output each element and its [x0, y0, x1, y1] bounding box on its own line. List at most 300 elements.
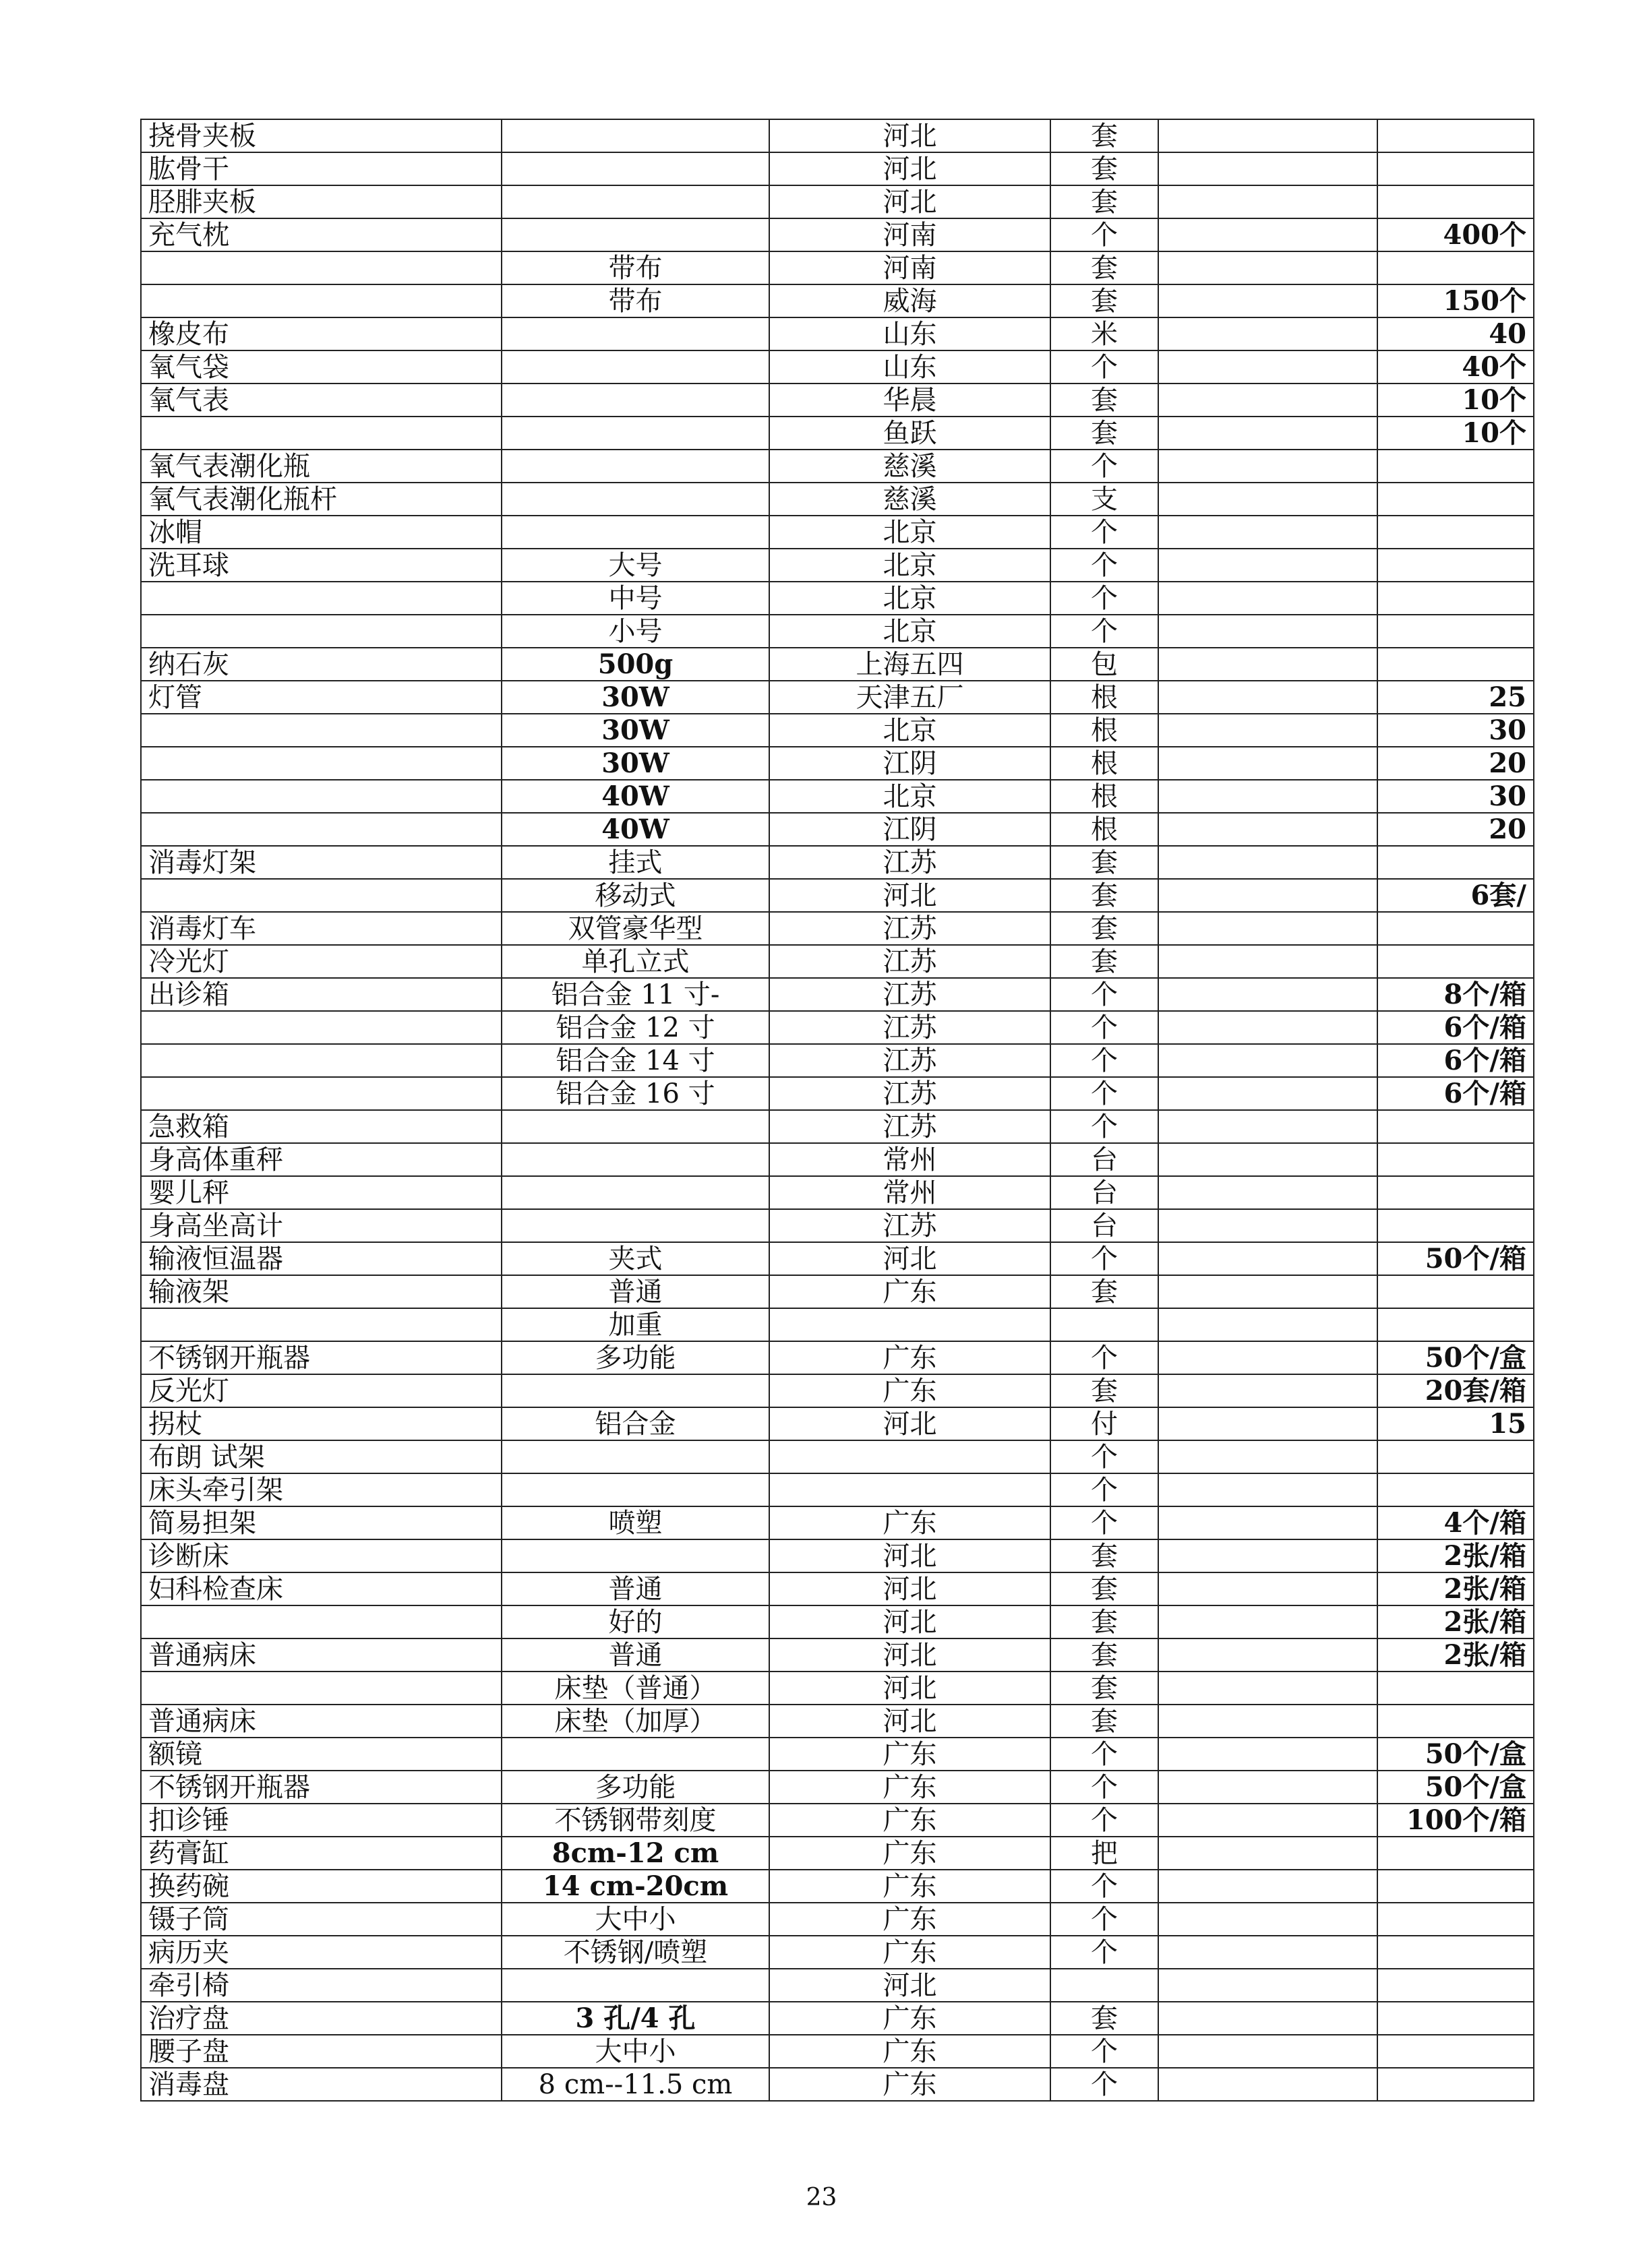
- table-row: [141, 1077, 1534, 1110]
- spec-cell: 铝合金 12 寸: [502, 1011, 769, 1044]
- item-name-cell: 额镜: [141, 1738, 502, 1771]
- packing-cell: [1377, 582, 1534, 615]
- blank-cell: [1158, 1341, 1377, 1374]
- blank-cell: [1158, 516, 1377, 549]
- unit-cell: 个: [1050, 1011, 1158, 1044]
- item-name-cell: 氧气表: [141, 384, 502, 417]
- unit-cell: 套: [1050, 251, 1158, 284]
- unit-cell: [1050, 1308, 1158, 1341]
- packing-cell: 4个/箱: [1377, 1506, 1534, 1539]
- packing-cell: [1377, 912, 1534, 945]
- spec-cell: 多功能: [502, 1771, 769, 1804]
- packing-cell: [1377, 1176, 1534, 1209]
- item-name-cell: 不锈钢开瓶器: [141, 1341, 502, 1374]
- item-name-cell: 床头牵引架: [141, 1473, 502, 1506]
- origin-cell: 常州: [769, 1143, 1050, 1176]
- unit-cell: 套: [1050, 846, 1158, 879]
- blank-cell: [1158, 648, 1377, 681]
- table-row: [141, 1771, 1534, 1804]
- table-row: [141, 317, 1534, 350]
- table-row: [141, 1407, 1534, 1440]
- origin-cell: 广东: [769, 1837, 1050, 1870]
- origin-cell: 河北: [769, 1572, 1050, 1605]
- packing-cell: 20套/箱: [1377, 1374, 1534, 1407]
- table-row: [141, 1870, 1534, 1903]
- table-row: [141, 648, 1534, 681]
- origin-cell: 江阴: [769, 747, 1050, 780]
- origin-cell: 广东: [769, 1804, 1050, 1837]
- unit-cell: 个: [1050, 1870, 1158, 1903]
- unit-cell: 个: [1050, 1473, 1158, 1506]
- spec-cell: 8 cm--11.5 cm: [502, 2068, 769, 2101]
- spec-cell: 大号: [502, 549, 769, 582]
- blank-cell: [1158, 384, 1377, 417]
- blank-cell: [1158, 2035, 1377, 2068]
- origin-cell: [769, 1440, 1050, 1473]
- spec-cell: [502, 384, 769, 417]
- unit-cell: 个: [1050, 582, 1158, 615]
- spec-cell: 30W: [502, 747, 769, 780]
- unit-cell: 根: [1050, 747, 1158, 780]
- item-name-cell: 身高体重秤: [141, 1143, 502, 1176]
- packing-cell: [1377, 1969, 1534, 2002]
- table-row: [141, 516, 1534, 549]
- spec-cell: [502, 350, 769, 384]
- packing-cell: 25: [1377, 681, 1534, 714]
- packing-cell: 150个: [1377, 284, 1534, 317]
- origin-cell: 河北: [769, 119, 1050, 152]
- table-row: [141, 714, 1534, 747]
- blank-cell: [1158, 714, 1377, 747]
- spec-cell: 30W: [502, 681, 769, 714]
- table-row: [141, 582, 1534, 615]
- blank-cell: [1158, 1110, 1377, 1143]
- unit-cell: 个: [1050, 350, 1158, 384]
- blank-cell: [1158, 1605, 1377, 1638]
- packing-cell: 6个/箱: [1377, 1044, 1534, 1077]
- origin-cell: 河北: [769, 1672, 1050, 1705]
- blank-cell: [1158, 681, 1377, 714]
- packing-cell: [1377, 2002, 1534, 2035]
- table-row: [141, 2068, 1534, 2101]
- spec-cell: [502, 1176, 769, 1209]
- origin-cell: 江苏: [769, 912, 1050, 945]
- packing-cell: 50个/盒: [1377, 1771, 1534, 1804]
- origin-cell: 北京: [769, 780, 1050, 813]
- item-name-cell: 消毒灯架: [141, 846, 502, 879]
- unit-cell: 套: [1050, 1672, 1158, 1705]
- unit-cell: 包: [1050, 648, 1158, 681]
- packing-cell: [1377, 1837, 1534, 1870]
- blank-cell: [1158, 978, 1377, 1011]
- table-row: [141, 846, 1534, 879]
- packing-cell: [1377, 2035, 1534, 2068]
- unit-cell: 个: [1050, 978, 1158, 1011]
- unit-cell: 个: [1050, 615, 1158, 648]
- item-name-cell: [141, 1011, 502, 1044]
- origin-cell: 华晨: [769, 384, 1050, 417]
- origin-cell: 河北: [769, 1407, 1050, 1440]
- origin-cell: 威海: [769, 284, 1050, 317]
- unit-cell: 套: [1050, 879, 1158, 912]
- spec-cell: [502, 218, 769, 251]
- packing-cell: [1377, 549, 1534, 582]
- spec-cell: [502, 317, 769, 350]
- table-row: [141, 483, 1534, 516]
- spec-cell: 大中小: [502, 1903, 769, 1936]
- table-row: [141, 1969, 1534, 2002]
- origin-cell: 慈溪: [769, 450, 1050, 483]
- blank-cell: [1158, 1143, 1377, 1176]
- item-name-cell: 橡皮布: [141, 317, 502, 350]
- origin-cell: 常州: [769, 1176, 1050, 1209]
- blank-cell: [1158, 2002, 1377, 2035]
- table-row: [141, 813, 1534, 846]
- origin-cell: 江苏: [769, 1209, 1050, 1242]
- item-name-cell: 消毒灯车: [141, 912, 502, 945]
- blank-cell: [1158, 1771, 1377, 1804]
- table-row: [141, 978, 1534, 1011]
- blank-cell: [1158, 417, 1377, 450]
- blank-cell: [1158, 1539, 1377, 1572]
- origin-cell: 河南: [769, 218, 1050, 251]
- table-row: [141, 912, 1534, 945]
- origin-cell: 慈溪: [769, 483, 1050, 516]
- table-row: [141, 1242, 1534, 1275]
- table-row: [141, 1308, 1534, 1341]
- item-name-cell: [141, 284, 502, 317]
- unit-cell: 套: [1050, 152, 1158, 185]
- table-row: [141, 1341, 1534, 1374]
- item-name-cell: 镊子筒: [141, 1903, 502, 1936]
- blank-cell: [1158, 1506, 1377, 1539]
- table-row: [141, 2002, 1534, 2035]
- item-name-cell: 冰帽: [141, 516, 502, 549]
- item-name-cell: [141, 615, 502, 648]
- unit-cell: 个: [1050, 2035, 1158, 2068]
- unit-cell: 个: [1050, 1903, 1158, 1936]
- table-row: [141, 615, 1534, 648]
- origin-cell: 山东: [769, 350, 1050, 384]
- unit-cell: 把: [1050, 1837, 1158, 1870]
- item-name-cell: [141, 417, 502, 450]
- item-name-cell: 病历夹: [141, 1936, 502, 1969]
- product-table: [140, 119, 1534, 2102]
- origin-cell: 广东: [769, 1341, 1050, 1374]
- blank-cell: [1158, 1440, 1377, 1473]
- origin-cell: 广东: [769, 1870, 1050, 1903]
- item-name-cell: [141, 879, 502, 912]
- packing-cell: 10个: [1377, 417, 1534, 450]
- item-name-cell: 纳石灰: [141, 648, 502, 681]
- blank-cell: [1158, 1572, 1377, 1605]
- unit-cell: 套: [1050, 912, 1158, 945]
- origin-cell: 广东: [769, 2035, 1050, 2068]
- item-name-cell: 换药碗: [141, 1870, 502, 1903]
- packing-cell: 6套/: [1377, 879, 1534, 912]
- blank-cell: [1158, 1870, 1377, 1903]
- origin-cell: 广东: [769, 1771, 1050, 1804]
- blank-cell: [1158, 251, 1377, 284]
- spec-cell: 30W: [502, 714, 769, 747]
- item-name-cell: 氧气袋: [141, 350, 502, 384]
- unit-cell: 个: [1050, 1936, 1158, 1969]
- blank-cell: [1158, 813, 1377, 846]
- packing-cell: [1377, 119, 1534, 152]
- packing-cell: [1377, 1143, 1534, 1176]
- item-name-cell: 出诊箱: [141, 978, 502, 1011]
- packing-cell: 100个/箱: [1377, 1804, 1534, 1837]
- packing-cell: [1377, 846, 1534, 879]
- blank-cell: [1158, 2068, 1377, 2101]
- unit-cell: 个: [1050, 549, 1158, 582]
- item-name-cell: [141, 1308, 502, 1341]
- packing-cell: 40: [1377, 317, 1534, 350]
- item-name-cell: 挠骨夹板: [141, 119, 502, 152]
- table-row: [141, 945, 1534, 978]
- origin-cell: 河南: [769, 251, 1050, 284]
- spec-cell: 移动式: [502, 879, 769, 912]
- item-name-cell: 洗耳球: [141, 549, 502, 582]
- packing-cell: 40个: [1377, 350, 1534, 384]
- unit-cell: 个: [1050, 1440, 1158, 1473]
- item-name-cell: [141, 813, 502, 846]
- blank-cell: [1158, 1308, 1377, 1341]
- unit-cell: 套: [1050, 1374, 1158, 1407]
- item-name-cell: 充气枕: [141, 218, 502, 251]
- spec-cell: 带布: [502, 251, 769, 284]
- blank-cell: [1158, 615, 1377, 648]
- spec-cell: 3 孔/4 孔: [502, 2002, 769, 2035]
- spec-cell: 不锈钢带刻度: [502, 1804, 769, 1837]
- blank-cell: [1158, 879, 1377, 912]
- packing-cell: [1377, 648, 1534, 681]
- origin-cell: 北京: [769, 516, 1050, 549]
- packing-cell: 50个/盒: [1377, 1341, 1534, 1374]
- origin-cell: 河北: [769, 879, 1050, 912]
- unit-cell: 台: [1050, 1143, 1158, 1176]
- item-name-cell: 急救箱: [141, 1110, 502, 1143]
- unit-cell: 个: [1050, 1771, 1158, 1804]
- origin-cell: 广东: [769, 2002, 1050, 2035]
- spec-cell: 铝合金 16 寸: [502, 1077, 769, 1110]
- packing-cell: [1377, 1705, 1534, 1738]
- table-row: [141, 417, 1534, 450]
- table-row: [141, 1672, 1534, 1705]
- origin-cell: 广东: [769, 2068, 1050, 2101]
- origin-cell: 河北: [769, 1705, 1050, 1738]
- unit-cell: 个: [1050, 1242, 1158, 1275]
- item-name-cell: 普通病床: [141, 1705, 502, 1738]
- spec-cell: [502, 516, 769, 549]
- blank-cell: [1158, 549, 1377, 582]
- unit-cell: 套: [1050, 1705, 1158, 1738]
- table-row: [141, 450, 1534, 483]
- origin-cell: 北京: [769, 714, 1050, 747]
- spec-cell: 双管豪华型: [502, 912, 769, 945]
- item-name-cell: 灯管: [141, 681, 502, 714]
- spec-cell: 好的: [502, 1605, 769, 1638]
- origin-cell: 河北: [769, 1969, 1050, 2002]
- item-name-cell: [141, 747, 502, 780]
- item-name-cell: 输液恒温器: [141, 1242, 502, 1275]
- origin-cell: 河北: [769, 1638, 1050, 1672]
- unit-cell: 套: [1050, 2002, 1158, 2035]
- blank-cell: [1158, 1837, 1377, 1870]
- item-name-cell: [141, 1077, 502, 1110]
- table-row: [141, 1572, 1534, 1605]
- packing-cell: [1377, 185, 1534, 218]
- origin-cell: 北京: [769, 582, 1050, 615]
- item-name-cell: 身高坐高计: [141, 1209, 502, 1242]
- item-name-cell: [141, 582, 502, 615]
- item-name-cell: [141, 1605, 502, 1638]
- origin-cell: 河北: [769, 152, 1050, 185]
- spec-cell: 夹式: [502, 1242, 769, 1275]
- unit-cell: 套: [1050, 1275, 1158, 1308]
- unit-cell: 付: [1050, 1407, 1158, 1440]
- origin-cell: 河北: [769, 1605, 1050, 1638]
- page-number: 23: [806, 2184, 837, 2211]
- item-name-cell: 氧气表潮化瓶: [141, 450, 502, 483]
- item-name-cell: 胫腓夹板: [141, 185, 502, 218]
- packing-cell: 20: [1377, 813, 1534, 846]
- item-name-cell: 牵引椅: [141, 1969, 502, 2002]
- unit-cell: 个: [1050, 2068, 1158, 2101]
- packing-cell: [1377, 1308, 1534, 1341]
- unit-cell: 支: [1050, 483, 1158, 516]
- origin-cell: 上海五四: [769, 648, 1050, 681]
- origin-cell: 江苏: [769, 978, 1050, 1011]
- unit-cell: 个: [1050, 1506, 1158, 1539]
- unit-cell: 个: [1050, 1044, 1158, 1077]
- packing-cell: [1377, 483, 1534, 516]
- packing-cell: [1377, 1110, 1534, 1143]
- spec-cell: [502, 1374, 769, 1407]
- table-row: [141, 1044, 1534, 1077]
- blank-cell: [1158, 1903, 1377, 1936]
- spec-cell: 铝合金 14 寸: [502, 1044, 769, 1077]
- origin-cell: 广东: [769, 1903, 1050, 1936]
- origin-cell: 江苏: [769, 1011, 1050, 1044]
- blank-cell: [1158, 1176, 1377, 1209]
- spec-cell: 床垫（普通）: [502, 1672, 769, 1705]
- table-row: [141, 747, 1534, 780]
- spec-cell: [502, 1440, 769, 1473]
- origin-cell: [769, 1473, 1050, 1506]
- item-name-cell: 治疗盘: [141, 2002, 502, 2035]
- packing-cell: 400个: [1377, 218, 1534, 251]
- spec-cell: 铝合金: [502, 1407, 769, 1440]
- item-name-cell: 肱骨干: [141, 152, 502, 185]
- item-name-cell: 消毒盘: [141, 2068, 502, 2101]
- blank-cell: [1158, 483, 1377, 516]
- blank-cell: [1158, 1077, 1377, 1110]
- item-name-cell: [141, 251, 502, 284]
- origin-cell: 广东: [769, 1374, 1050, 1407]
- spec-cell: [502, 1110, 769, 1143]
- packing-cell: [1377, 1936, 1534, 1969]
- origin-cell: 河北: [769, 1242, 1050, 1275]
- spec-cell: [502, 119, 769, 152]
- packing-cell: 6个/箱: [1377, 1077, 1534, 1110]
- blank-cell: [1158, 1275, 1377, 1308]
- table-row: [141, 1638, 1534, 1672]
- origin-cell: 天津五厂: [769, 681, 1050, 714]
- packing-cell: 2张/箱: [1377, 1539, 1534, 1572]
- unit-cell: 个: [1050, 1341, 1158, 1374]
- unit-cell: 套: [1050, 284, 1158, 317]
- blank-cell: [1158, 1242, 1377, 1275]
- spec-cell: 500g: [502, 648, 769, 681]
- packing-cell: [1377, 1275, 1534, 1308]
- unit-cell: 根: [1050, 681, 1158, 714]
- spec-cell: [502, 185, 769, 218]
- blank-cell: [1158, 350, 1377, 384]
- blank-cell: [1158, 780, 1377, 813]
- origin-cell: 广东: [769, 1506, 1050, 1539]
- packing-cell: [1377, 1870, 1534, 1903]
- item-name-cell: [141, 780, 502, 813]
- blank-cell: [1158, 1672, 1377, 1705]
- origin-cell: 江苏: [769, 1110, 1050, 1143]
- spec-cell: [502, 417, 769, 450]
- table-row: [141, 284, 1534, 317]
- unit-cell: 个: [1050, 1110, 1158, 1143]
- table-row: [141, 1936, 1534, 1969]
- table-row: [141, 350, 1534, 384]
- item-name-cell: [141, 714, 502, 747]
- packing-cell: 2张/箱: [1377, 1638, 1534, 1672]
- origin-cell: 鱼跃: [769, 417, 1050, 450]
- packing-cell: 2张/箱: [1377, 1572, 1534, 1605]
- blank-cell: [1158, 185, 1377, 218]
- blank-cell: [1158, 1044, 1377, 1077]
- table-row: [141, 1176, 1534, 1209]
- origin-cell: 广东: [769, 1936, 1050, 1969]
- item-name-cell: 妇科检查床: [141, 1572, 502, 1605]
- item-name-cell: 氧气表潮化瓶杆: [141, 483, 502, 516]
- table-row: [141, 1473, 1534, 1506]
- spec-cell: [502, 450, 769, 483]
- blank-cell: [1158, 1969, 1377, 2002]
- item-name-cell: 简易担架: [141, 1506, 502, 1539]
- table-row: [141, 780, 1534, 813]
- spec-cell: 普通: [502, 1572, 769, 1605]
- unit-cell: 台: [1050, 1209, 1158, 1242]
- spec-cell: [502, 483, 769, 516]
- table-row: [141, 251, 1534, 284]
- blank-cell: [1158, 846, 1377, 879]
- table-row: [141, 681, 1534, 714]
- table-row: [141, 152, 1534, 185]
- spec-cell: 单孔立式: [502, 945, 769, 978]
- packing-cell: 30: [1377, 714, 1534, 747]
- unit-cell: 个: [1050, 516, 1158, 549]
- blank-cell: [1158, 1705, 1377, 1738]
- unit-cell: 根: [1050, 780, 1158, 813]
- unit-cell: 个: [1050, 1738, 1158, 1771]
- table-row: [141, 1110, 1534, 1143]
- blank-cell: [1158, 284, 1377, 317]
- table-row: [141, 2035, 1534, 2068]
- spec-cell: 14 cm-20cm: [502, 1870, 769, 1903]
- spec-cell: 中号: [502, 582, 769, 615]
- item-name-cell: 拐杖: [141, 1407, 502, 1440]
- packing-cell: 30: [1377, 780, 1534, 813]
- spec-cell: 8cm-12 cm: [502, 1837, 769, 1870]
- table-row: [141, 384, 1534, 417]
